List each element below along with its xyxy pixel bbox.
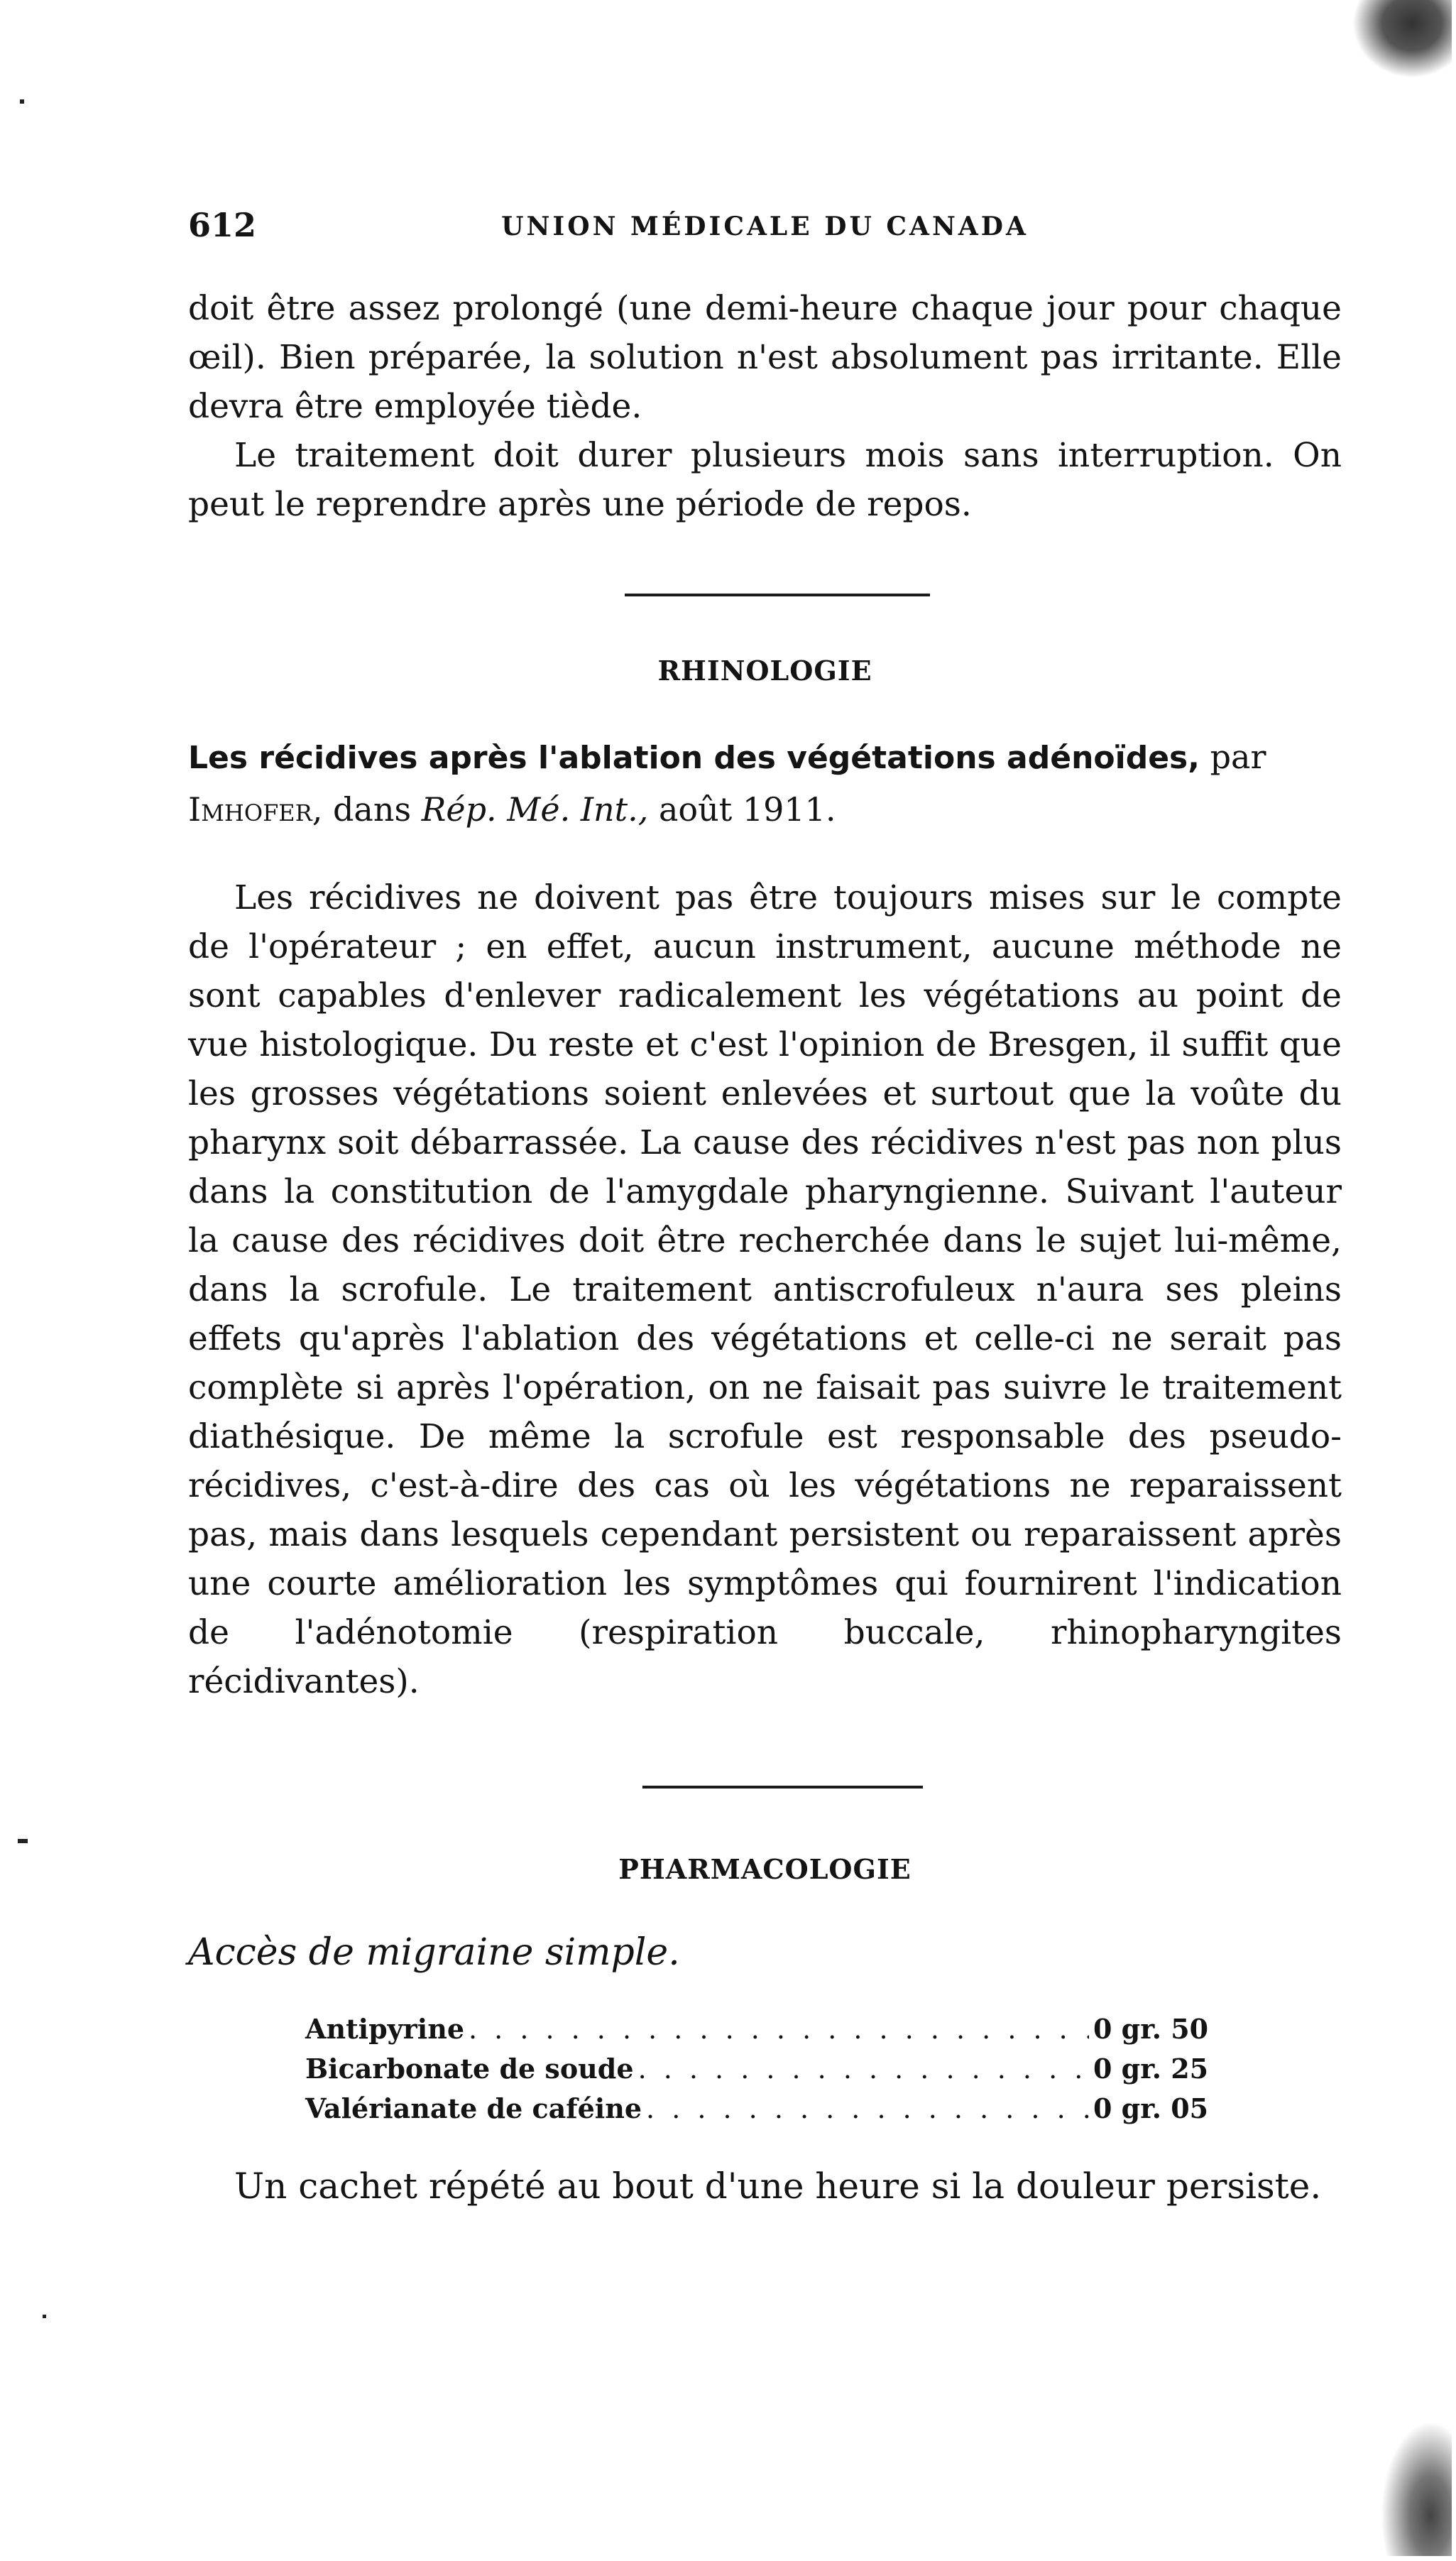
section-divider xyxy=(625,594,930,596)
ingredient-name: Bicarbonate de soude xyxy=(305,2053,634,2085)
paragraph: Les récidives ne doivent pas être toujours mises sur le compte de l'opérateur ; en effet, aucun instrument, aucune méthode ne sont capables d'enlever radicalement les végétations au point de vue histologique. Du reste et c'est l'opinion de Bresgen, il suffit que les grosses végétations soient enlevées et surtout que la voûte du pharynx soit débarrassée. La cause des récidives n'est pas non plus dans la constitution de l'amygdale pharyngienne. Suivant l'auteur la cause des récidives doit être recherchée dans le sujet lui-même, dans la scrofule. Le traitement antiscrofuleux n'aura ses pleins effets qu'après l'ablation des végétations et celle-ci ne serait pas complète si après l'opération, on ne faisait pas suivre le traitement diathésique. De même la scrofule est responsable des pseudo-récidives, c'est-à-dire des cas où les végétations ne reparaissent pas, mais dans lesquels cependant persistent ou reparaissent après une courte amélioration les symptômes qui fournirent l'indication de l'adénotomie (respiration buccale, rhinopharyngites récidivantes). xyxy=(188,878,1342,1701)
formula-row xyxy=(305,2053,1228,2092)
ingredient-name: Antipyrine xyxy=(305,2013,465,2045)
section-divider xyxy=(642,1786,923,1789)
formula-list xyxy=(305,2013,1228,2132)
article-author: Imhofer, xyxy=(188,790,323,829)
formula-row xyxy=(305,2013,1228,2053)
ingredient-dose: 0 gr. 50 xyxy=(1093,2013,1209,2045)
formula-row xyxy=(305,2092,1228,2132)
scan-artifact xyxy=(1381,2421,1452,2556)
paragraph: Le traitement doit durer plusieurs mois sans interruption. On peut le reprendre après une période de repos. xyxy=(188,436,1342,524)
scan-artifact xyxy=(1352,0,1452,78)
paragraph: doit être assez prolongé (une demi-heure chaque jour pour chaque œil). Bien préparée, la solution n'est absolument pas irritante. Elle devra être employée tiède. xyxy=(188,289,1342,426)
leader-dots xyxy=(646,2093,1089,2124)
article-body xyxy=(188,873,1342,1706)
byline-prefix: par xyxy=(1210,738,1266,776)
article-date: août 1911. xyxy=(659,790,836,829)
source-prefix: dans xyxy=(332,790,412,829)
section-heading-pharmacologie: PHARMACOLOGIE xyxy=(618,1853,912,1885)
article-heading xyxy=(188,731,1342,835)
scan-speck xyxy=(20,99,24,104)
scan-speck xyxy=(43,2315,46,2318)
running-title: UNION MÉDICALE DU CANADA xyxy=(501,212,1029,241)
leader-dots xyxy=(638,2053,1089,2085)
ingredient-dose: 0 gr. 25 xyxy=(1093,2053,1209,2085)
article-title: Les récidives après l'ablation des végétations adénoïdes, xyxy=(188,740,1200,776)
dosage-instruction: Un cachet répété au bout d'une heure si la douleur persiste. xyxy=(234,2166,1322,2207)
section-heading-rhinologie: RHINOLOGIE xyxy=(657,655,872,687)
page-header xyxy=(188,206,1342,256)
recipe-title: Accès de migraine simple. xyxy=(188,1931,680,1974)
scan-speck xyxy=(18,1839,28,1843)
ingredient-dose: 0 gr. 05 xyxy=(1093,2092,1209,2124)
continuation-text xyxy=(188,284,1342,529)
ingredient-name: Valérianate de caféine xyxy=(305,2092,642,2124)
leader-dots xyxy=(469,2014,1089,2045)
article-source: Rép. Mé. Int., xyxy=(421,790,649,829)
page-number: 612 xyxy=(188,206,257,244)
